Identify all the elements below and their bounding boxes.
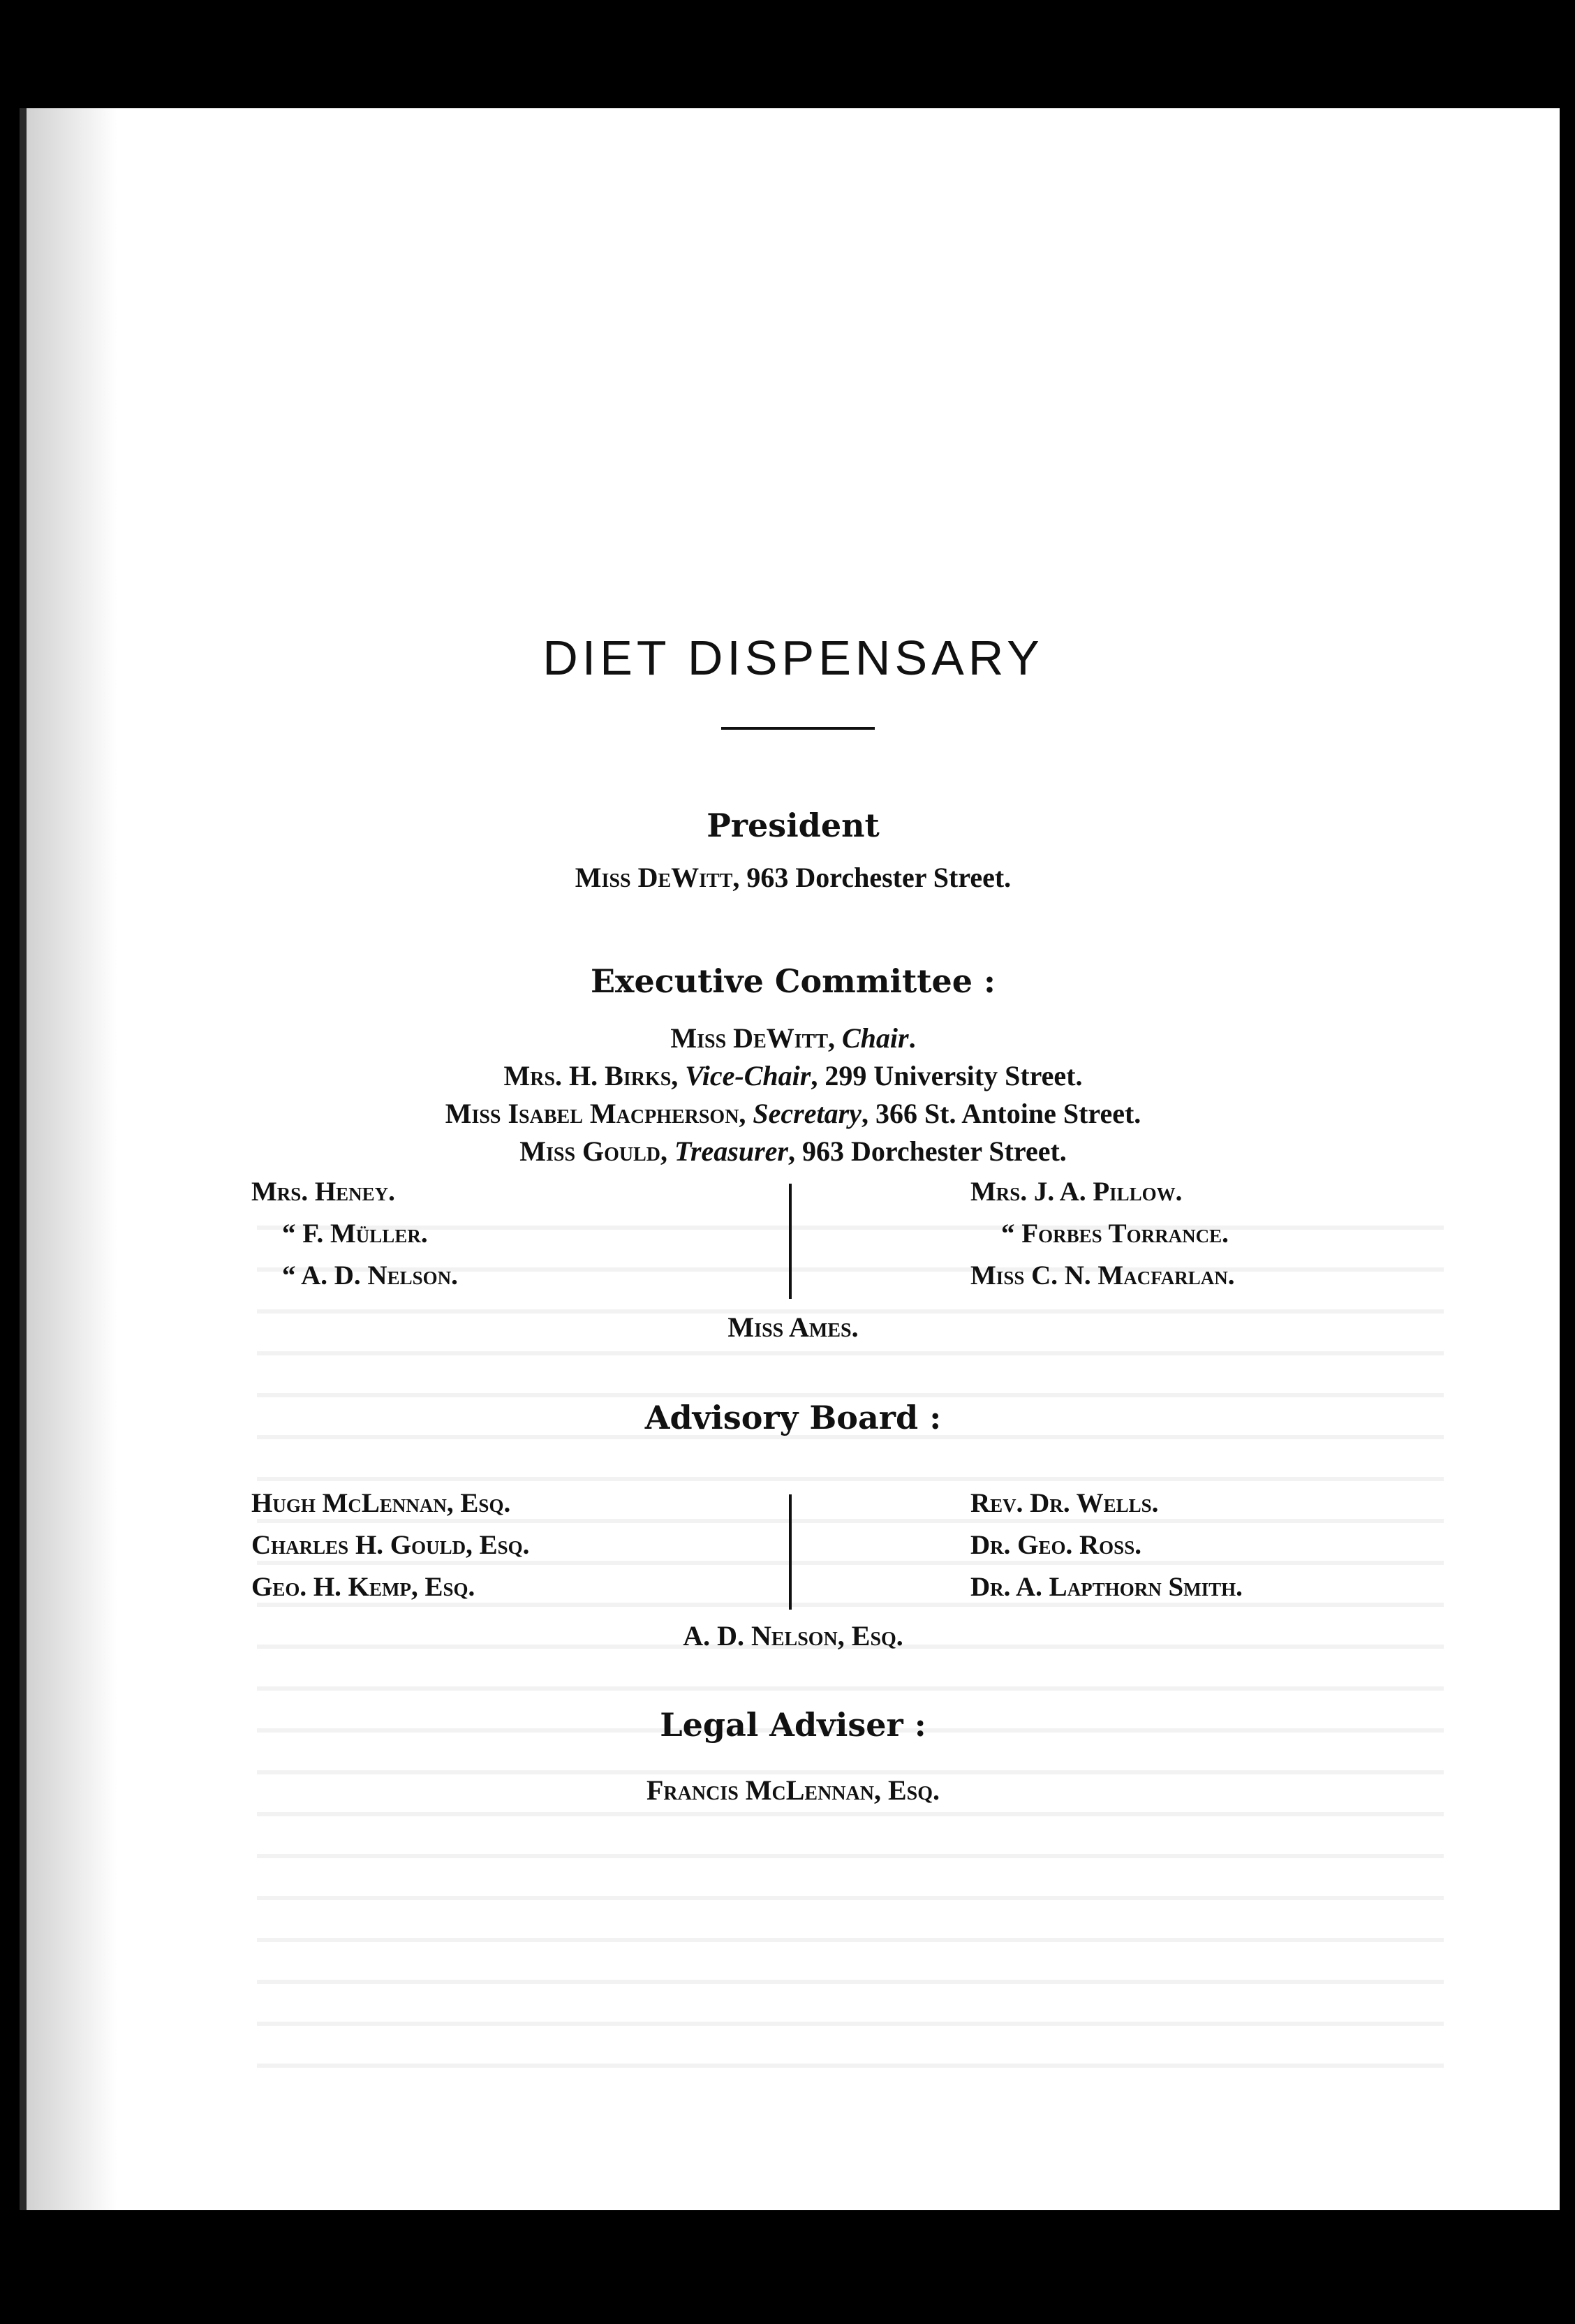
advisory-heading: Advisory Board : [644, 1399, 942, 1436]
executive-officer-2: Miss Isabel Macpherson, Secretary, 366 St. Antoine Street. [445, 1098, 1141, 1129]
executive-divider [789, 1184, 792, 1299]
executive-heading: Executive Committee : [590, 962, 996, 1000]
officer-rest: , 366 St. Antoine Street. [861, 1098, 1141, 1129]
officer-role: Chair [842, 1022, 909, 1054]
advisory-divider [789, 1494, 792, 1610]
president-address: , 963 Dorchester Street. [732, 862, 1012, 893]
officer-role: Secretary [753, 1098, 862, 1129]
executive-officer-0: Miss DeWitt, Chair. [670, 1022, 916, 1054]
member: “ F. Müller. [282, 1219, 428, 1249]
title-rule [721, 727, 875, 730]
page-title: DIET DISPENSARY [542, 630, 1044, 685]
member: Mrs. Heney. [251, 1177, 395, 1207]
advisor: Dr. A. Lapthorn Smith. [970, 1572, 1243, 1602]
officer-name: Miss Isabel Macpherson [445, 1098, 739, 1129]
officer-role: Treasurer [674, 1135, 788, 1167]
president-line [27, 861, 1560, 894]
advisory-left-list [251, 1483, 529, 1608]
president-heading: President [707, 807, 880, 844]
member: Mrs. J. A. Pillow. [970, 1177, 1183, 1207]
legal-heading: Legal Adviser : [660, 1706, 926, 1744]
officer-role: Vice-Chair [685, 1060, 811, 1091]
executive-right-list [970, 1171, 1234, 1297]
officer-rest: , 299 University Street. [811, 1060, 1083, 1091]
officer-rest: . [908, 1022, 916, 1054]
document-page [20, 108, 1560, 2210]
officer-name: Miss DeWitt [670, 1022, 828, 1054]
president-name: Miss DeWitt [575, 862, 733, 893]
member: “ Forbes Torrance. [1001, 1219, 1229, 1249]
legal-adviser-name: Francis McLennan, Esq. [646, 1774, 940, 1806]
officer-name: Miss Gould [519, 1135, 661, 1167]
advisory-center-member: A. D. Nelson, Esq. [683, 1620, 903, 1652]
executive-officer-1: Mrs. H. Birks, Vice-Chair, 299 University Street. [503, 1060, 1083, 1091]
advisor: Charles H. Gould, Esq. [251, 1530, 530, 1560]
advisory-right-list [970, 1483, 1243, 1608]
officer-name: Mrs. H. Birks [503, 1060, 672, 1091]
officer-rest: , 963 Dorchester Street. [788, 1135, 1067, 1167]
executive-officer-3: Miss Gould, Treasurer, 963 Dorchester Street. [519, 1135, 1067, 1167]
advisor: Geo. H. Kemp, Esq. [251, 1572, 475, 1602]
member: Miss C. N. Macfarlan. [970, 1260, 1235, 1290]
member: “ A. D. Nelson. [282, 1260, 458, 1290]
advisor: Rev. Dr. Wells. [970, 1488, 1159, 1518]
advisor: Hugh McLennan, Esq. [251, 1488, 511, 1518]
executive-center-member: Miss Ames. [727, 1311, 859, 1343]
executive-left-list [251, 1171, 458, 1297]
advisor: Dr. Geo. Ross. [970, 1530, 1141, 1560]
